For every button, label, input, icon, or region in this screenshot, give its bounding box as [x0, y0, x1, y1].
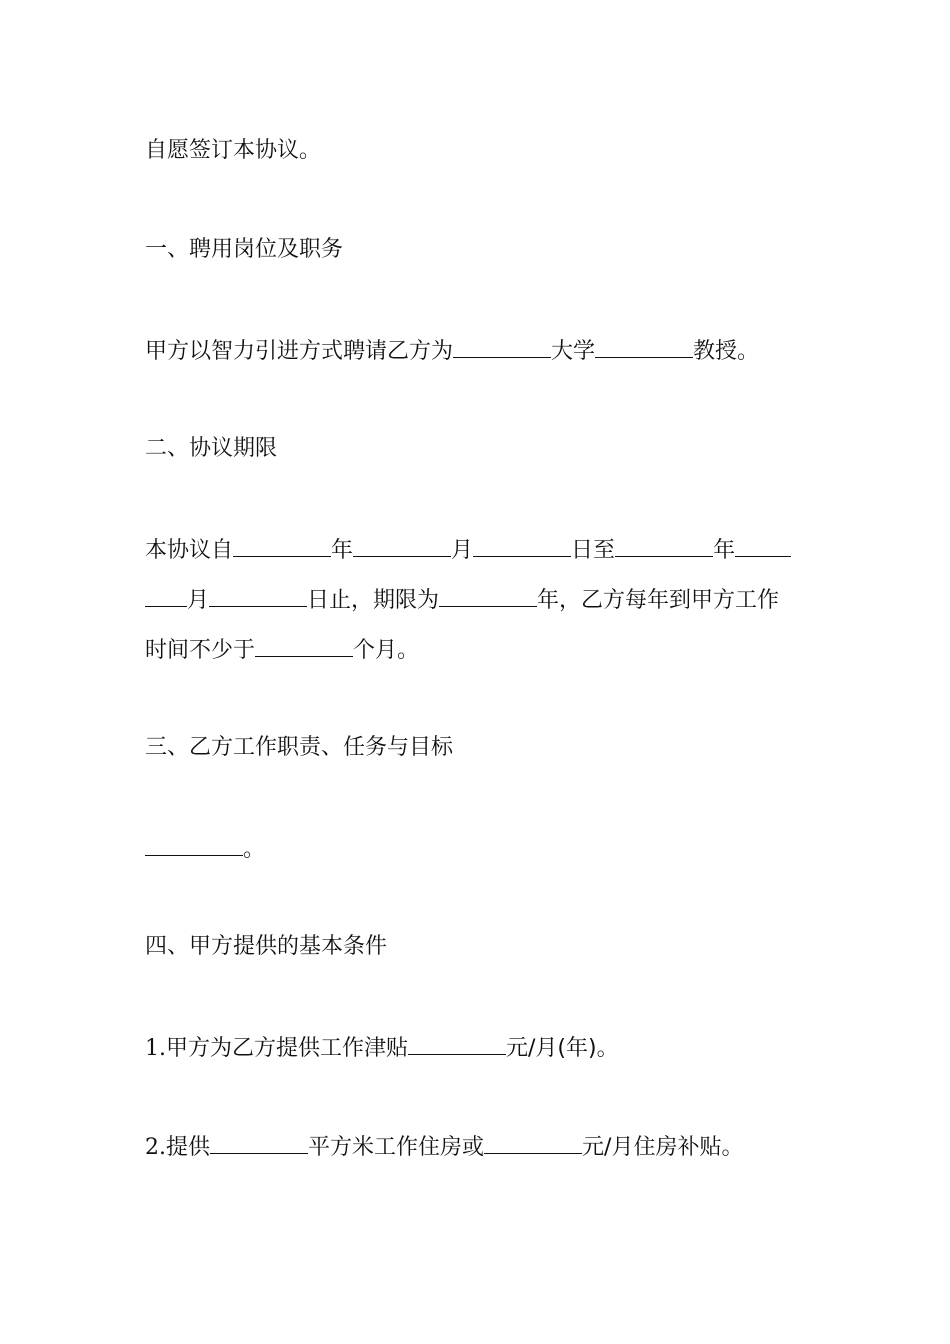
text: 大学 [551, 339, 596, 364]
heading-text: 二、协议期限 [145, 436, 278, 461]
text: 月 [187, 588, 210, 613]
text: 教授。 [693, 339, 760, 364]
section-heading-1 [145, 235, 343, 265]
text: 日止，期限为 [307, 588, 440, 613]
text: 个月。 [353, 638, 420, 663]
end-year-blank[interactable] [615, 534, 713, 557]
condition-item-1 [145, 1032, 619, 1062]
text: 甲方为乙方提供工作津贴 [166, 1036, 409, 1061]
text: 元/月住房补贴。 [582, 1135, 744, 1160]
section-heading-3 [145, 733, 453, 763]
start-day-blank[interactable] [473, 534, 571, 557]
section-heading-2 [145, 434, 277, 464]
heading-text: 一、聘用岗位及职务 [145, 237, 344, 262]
text: 年 [713, 538, 736, 563]
text: 年，乙方每年到甲方工作 [537, 588, 780, 613]
text: 日至 [571, 538, 616, 563]
text: 年 [331, 538, 354, 563]
agreement-intro-line [145, 136, 321, 166]
text: 自愿签订本协议。 [145, 138, 322, 163]
text: 本协议自 [145, 538, 234, 563]
term-clause-line-1 [145, 534, 791, 564]
end-day-blank[interactable] [209, 584, 307, 607]
housing-area-blank[interactable] [210, 1131, 308, 1154]
allowance-blank[interactable] [408, 1032, 506, 1055]
duties-line [145, 833, 265, 863]
text: 月 [451, 538, 474, 563]
text: 。 [243, 837, 266, 862]
university-blank[interactable] [453, 335, 551, 358]
section-heading-4 [145, 932, 387, 962]
heading-text: 三、乙方工作职责、任务与目标 [145, 735, 454, 760]
text: 元/月(年)。 [506, 1036, 619, 1061]
start-month-blank[interactable] [353, 534, 451, 557]
text: 平方米工作住房或 [308, 1135, 485, 1160]
min-months-blank[interactable] [255, 634, 353, 657]
term-years-blank[interactable] [439, 584, 537, 607]
duties-blank[interactable] [145, 833, 243, 856]
item-number: 2. [145, 1135, 166, 1160]
department-blank[interactable] [595, 335, 693, 358]
end-month-blank-part1[interactable] [735, 534, 791, 557]
position-clause [145, 335, 759, 365]
item-number: 1. [145, 1036, 166, 1061]
text: 时间不少于 [145, 638, 256, 663]
text: 提供 [166, 1135, 211, 1160]
condition-item-2 [145, 1131, 743, 1161]
heading-text: 四、甲方提供的基本条件 [145, 934, 388, 959]
start-year-blank[interactable] [233, 534, 331, 557]
housing-subsidy-blank[interactable] [484, 1131, 582, 1154]
end-month-blank-part2[interactable] [145, 584, 187, 607]
term-clause-line-2 [145, 584, 779, 614]
term-clause-line-3 [145, 634, 419, 664]
text: 甲方以智力引进方式聘请乙方为 [145, 339, 454, 364]
